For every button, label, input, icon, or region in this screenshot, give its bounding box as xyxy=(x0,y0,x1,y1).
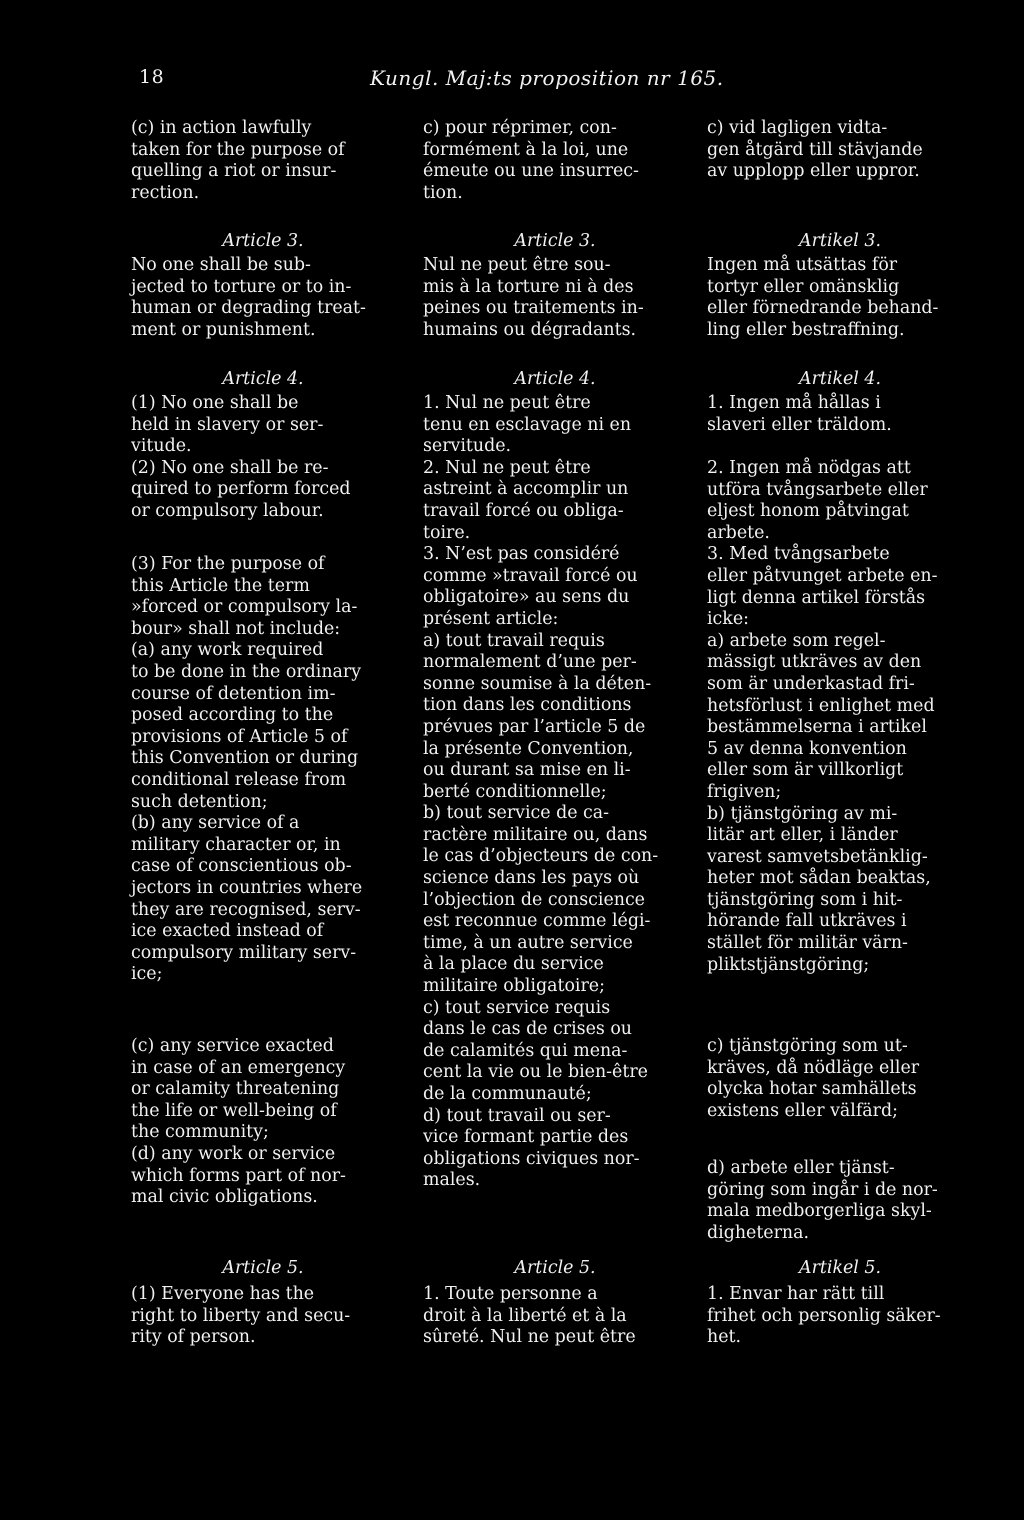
paragraph: 1. Nul ne peut être tenu en esclavage ni en servitude. 2. Nul ne peut être astreint à accomplir un travail forcé ou obliga- toire. 3. N’est pas considéré comme »travail forcé ou obligatoire» au sens du présent article: a) tout travail requis normalement d’une per- sonne soumise à la déten- tion dans les conditions prévues par l’article 5 de la présente Convention, ou durant sa mise en li- berté conditionnelle; b) tout service de ca- ractère militaire ou, dans le cas d’objecteurs de con- science dans les pays où l’objection de conscience est reconnue comme légi- time, à un autre service à la place du service militaire obligatoire; c) tout service requis dans le cas de crises ou de calamités qui mena- cent la vie ou le bien-être de la communauté; d) tout travail ou ser- vice formant partie des obligations civiques nor- males. xyxy=(423,393,659,1191)
article-heading: Article 4. xyxy=(222,369,304,389)
paragraph: c) vid lagligen vidta- gen åtgärd till stävjande av upplopp eller uppror. xyxy=(707,118,923,182)
article-heading: Article 3. xyxy=(222,231,304,251)
paragraph: (3) For the purpose of this Article the term »forced or compulsory la- bour» shall not include: (a) any work required to be done in the ordinary course of detention im- posed according to the provisions of Article 5 of this Convention or during conditional release from such detention; (b) any service of a military character or, in case of conscientious ob- jectors in countries where they are recognised, serv- ice exacted instead of compulsory military serv- ice; xyxy=(131,554,363,985)
page-header xyxy=(0,66,1024,96)
paragraph: Ingen må utsättas för tortyr eller omänsklig eller förnedrande behand- ling eller bestraffning. xyxy=(707,255,939,340)
paragraph: c) tjänstgöring som ut- kräves, då nödläge eller olycka hotar samhällets existens eller välfärd; xyxy=(707,1036,920,1121)
column-french xyxy=(423,118,687,1498)
paragraph: No one shall be sub- jected to torture or to in- human or degrading treat- ment or punishment. xyxy=(131,255,366,340)
paragraph: (c) in action lawfully taken for the purpose of quelling a riot or insur- rection. xyxy=(131,118,345,203)
paragraph: c) pour réprimer, con- formément à la loi, une émeute ou une insurrec- tion. xyxy=(423,118,639,203)
article-heading: Article 5. xyxy=(222,1258,304,1278)
paragraph: 2. Ingen må nödgas att utföra tvångsarbete eller eljest honom påtvingat arbete. 3. Med tvångsarbete eller påtvunget arbete en- ligt denna artikel förstås icke: a) arbete som regel- mässigt utkräves av den som är underkastad fri- hetsförlust i enlighet med bestämmelserna i artikel 5 av denna konvention eller som är villkorligt frigiven; b) tjänstgöring av mi- litär art eller, i länder varest samvetsbetänklig- heter mot sådan beaktas, tjänstgöring som i hit- hörande fall utkräves i stället för militär värn- pliktstjänstgöring; xyxy=(707,458,938,975)
column-english xyxy=(131,118,395,1498)
article-heading: Artikel 5. xyxy=(799,1258,881,1278)
running-title: Kungl. Maj:ts proposition nr 165. xyxy=(370,66,724,90)
paragraph: (1) Everyone has the right to liberty and secu- rity of person. xyxy=(131,1284,351,1348)
paragraph: (1) No one shall be held in slavery or ser- vitude. (2) No one shall be re- quired to perform forced or compulsory labour. xyxy=(131,393,351,521)
column-swedish xyxy=(707,118,973,1498)
paragraph: Nul ne peut être sou- mis à la torture ni à des peines ou traitements in- humains ou dégradants. xyxy=(423,255,644,340)
article-heading: Artikel 4. xyxy=(799,369,881,389)
page-number: 18 xyxy=(139,66,165,88)
article-heading: Article 5. xyxy=(514,1258,596,1278)
article-heading: Article 4. xyxy=(514,369,596,389)
paragraph: (c) any service exacted in case of an emergency or calamity threatening the life or well-being of the community; (d) any work or service which forms part of nor- mal civic obligations. xyxy=(131,1036,346,1208)
paragraph: d) arbete eller tjänst- göring som ingår i de nor- mala medborgerliga skyl- digheterna. xyxy=(707,1158,938,1243)
paragraph: 1. Envar har rätt till frihet och personlig säker- het. xyxy=(707,1284,941,1348)
paragraph: 1. Ingen må hållas i slaveri eller träldom. xyxy=(707,393,892,435)
paragraph: 1. Toute personne a droit à la liberté et à la sûreté. Nul ne peut être xyxy=(423,1284,636,1348)
article-heading: Article 3. xyxy=(514,231,596,251)
article-heading: Artikel 3. xyxy=(799,231,881,251)
